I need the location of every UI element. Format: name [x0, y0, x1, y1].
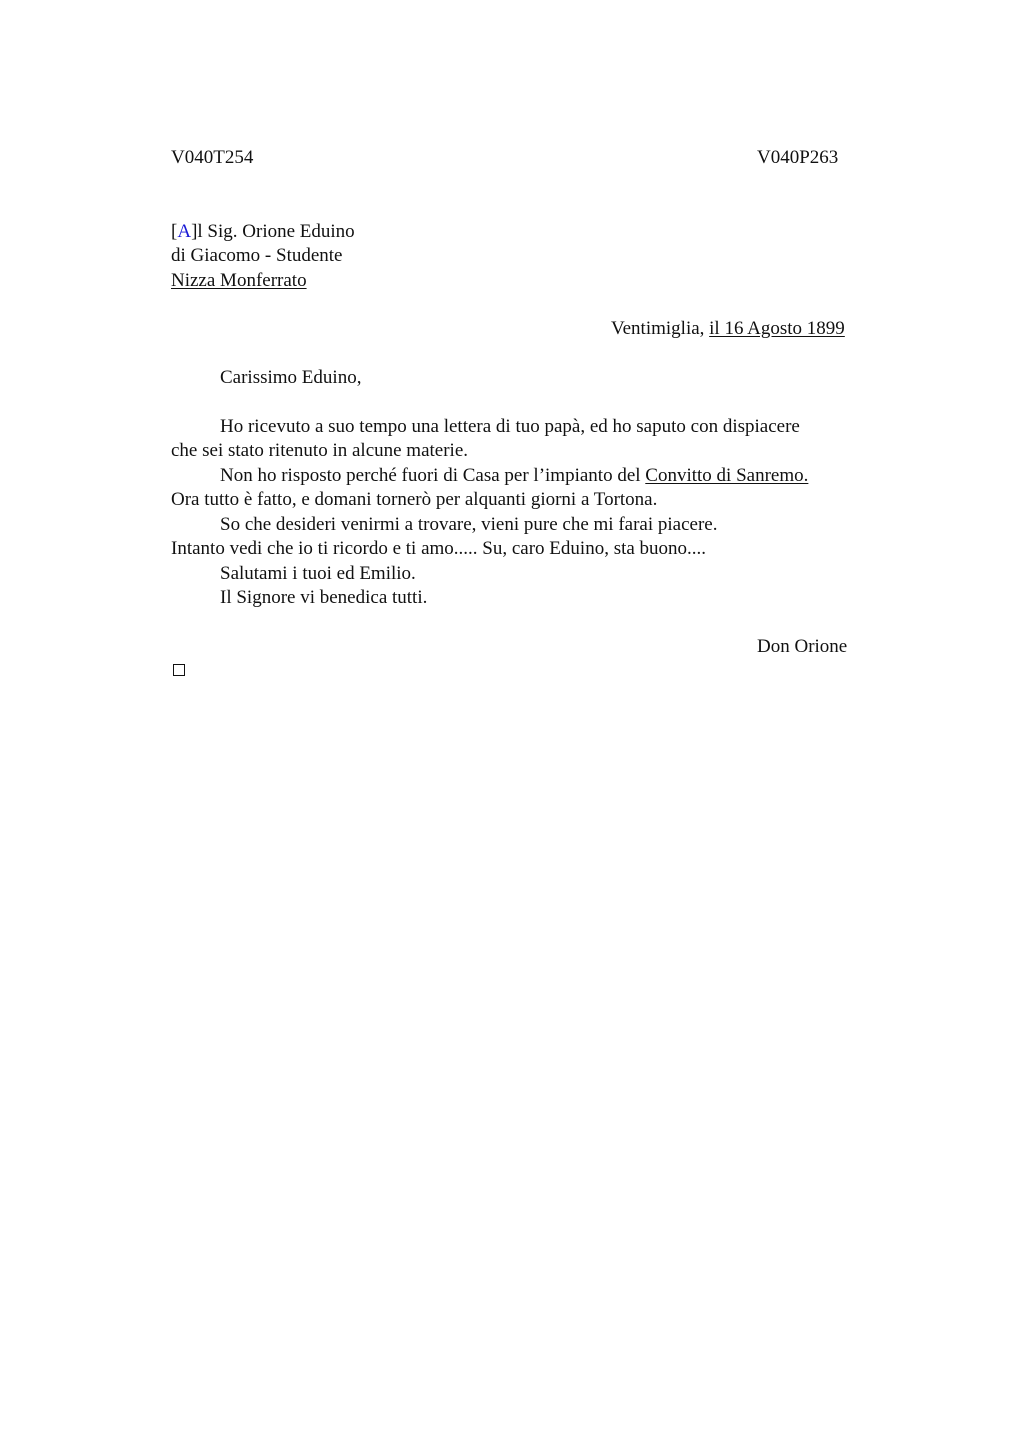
body-paragraph-1-line-1: Ho ricevuto a suo tempo una lettera di tuo papà, ed ho saputo con dispiacere: [220, 416, 800, 437]
address-bracket-open: [: [171, 221, 178, 242]
body-paragraph-5: Il Signore vi benedica tutti.: [220, 587, 428, 608]
body-paragraph-2-line-1: [220, 464, 808, 488]
body-paragraph-2-text: Non ho risposto perché fuori di Casa per l’impianto del: [220, 465, 646, 486]
convitto-sanremo-underlined: Convitto di Sanremo.: [645, 465, 809, 486]
address-line-2: di Giacomo - Studente: [171, 245, 343, 266]
document-code-left: V040T254: [171, 147, 254, 168]
signature: Don Orione: [757, 636, 848, 657]
salutation: Carissimo Eduino,: [220, 367, 362, 388]
dateline-date: il 16 Agosto 1899: [709, 318, 845, 339]
body-paragraph-4: Salutami i tuoi ed Emilio.: [220, 563, 416, 584]
end-square-icon: [173, 664, 185, 676]
body-paragraph-1-line-2: che sei stato ritenuto in alcune materie.: [171, 440, 469, 461]
address-bracket-letter: A: [177, 221, 192, 242]
dateline: [611, 317, 845, 341]
address-line-3: Nizza Monferrato: [171, 270, 307, 291]
body-paragraph-3-line-2: Intanto vedi che io ti ricordo e ti amo..... Su, caro Eduino, sta buono....: [171, 538, 707, 559]
document-code-right: V040P263: [757, 147, 839, 168]
address-line-1-rest: ]l Sig. Orione Eduino: [191, 221, 355, 242]
body-paragraph-2-line-2: Ora tutto è fatto, e domani tornerò per alquanti giorni a Tortona.: [171, 489, 658, 510]
body-paragraph-3-line-1: So che desideri venirmi a trovare, vieni pure che mi farai piacere.: [220, 514, 718, 535]
dateline-place: Ventimiglia,: [611, 318, 710, 339]
address-line-1: [171, 220, 355, 244]
